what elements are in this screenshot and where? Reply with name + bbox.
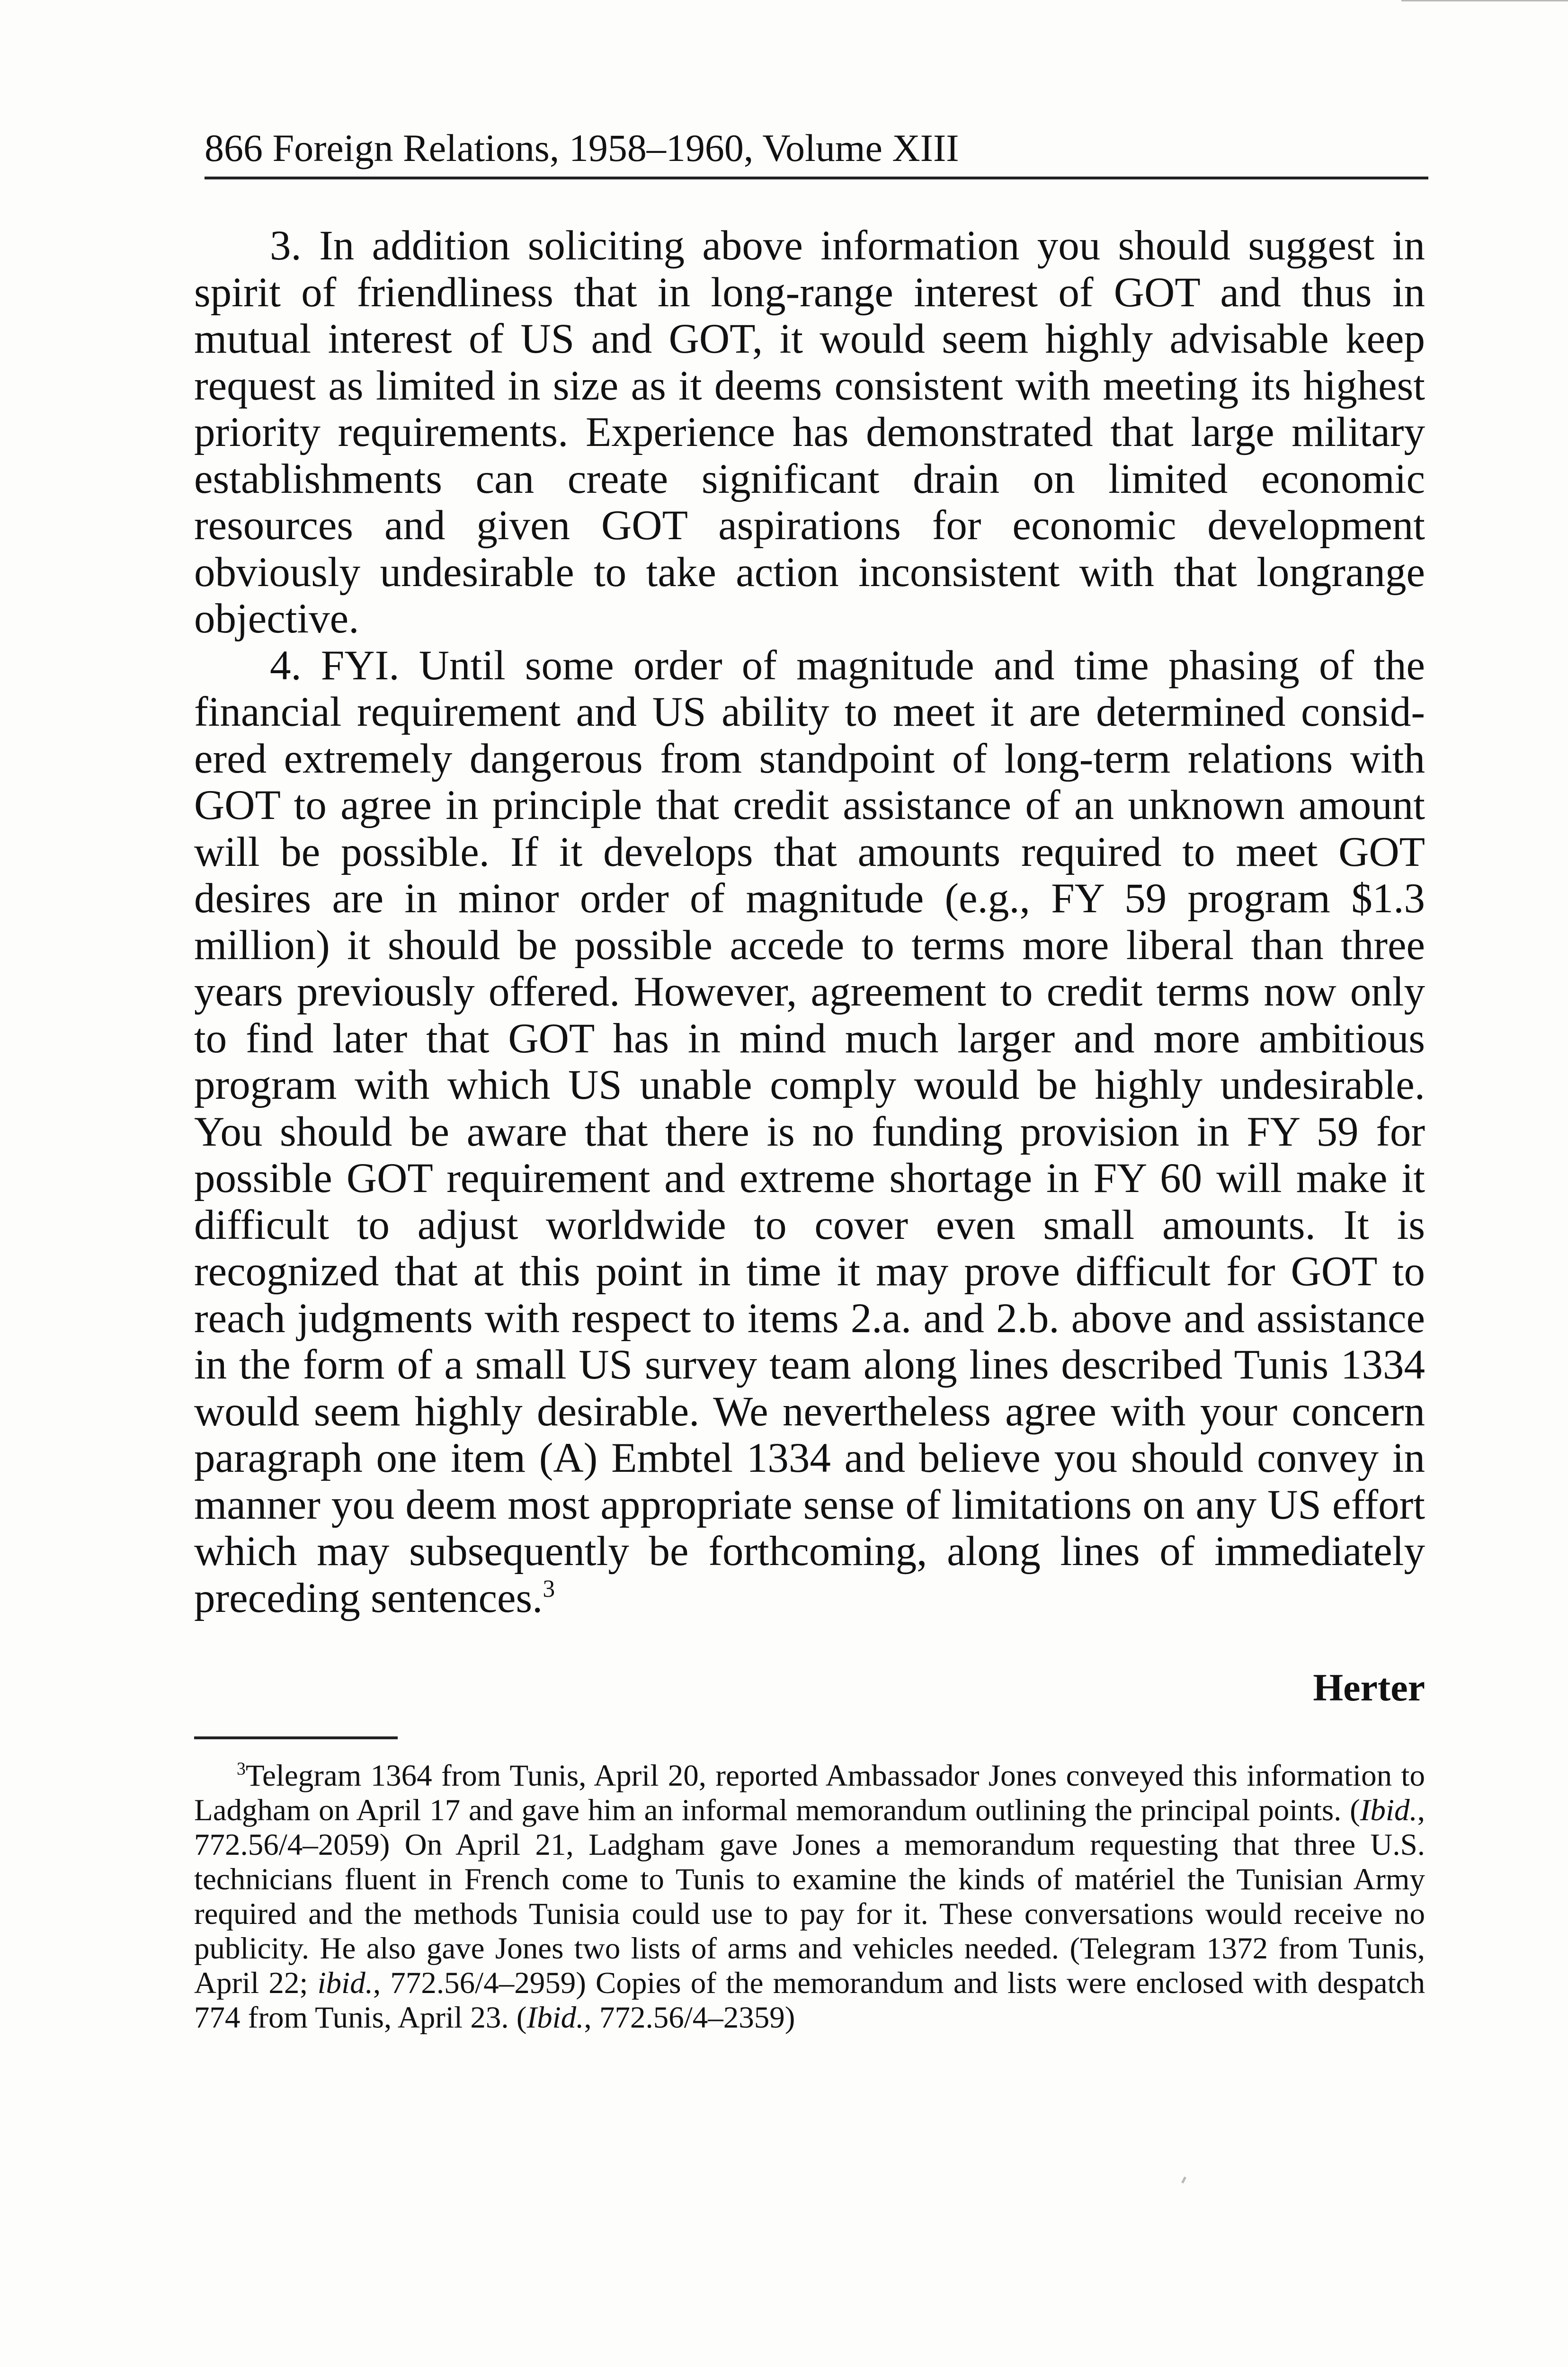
footnote-text-2: , 772.56/4–2059) On April 21, Ladgham gave Jones a memorandum requesting that three U.S. technicians fluent in French come to Tunis to examine the kinds of matériel the Tunisian Army required and the methods Tunisia could use to pay for it. These conversations would receive no publicity. He also gave Jones two lists of arms and vehicles needed. (Telegram 1372 from Tunis, April 22; (194, 1793, 1425, 2000)
footnote-ibid-3: Ibid. (526, 2001, 584, 2035)
paragraph-4-text: 4. FYI. Until some order of magnitude and time phasing of the financial requirement and US ability to meet it are determined considered extremely dangerous from standpoint of long-term relations with GOT to agree in principle that credit assistance of an unknown amount will be possible. If it develops that amounts required to meet GOT desires are in minor order of magnitude (e.g., FY 59 program $1.3 million) it should be possible accede to terms more liberal than three years previously offered. However, agreement to credit terms now only to find later that GOT has in mind much larger and more ambitious program with which US unable comply would be highly undesirable. You should be aware that there is no funding provision in FY 59 for possible GOT requirement and extreme shortage in FY 60 will make it difficult to adjust worldwide to cover even small amounts. It is recognized that at this point in time it may prove difficult for GOT to reach judgments with respect to items 2.a. and 2.b. above and assistance in the form of a small US survey team along lines described Tunis 1334 would seem highly desirable. We nevertheless agree with your concern paragraph one item (A) Embtel 1334 and believe you should convey in manner you deem most appropriate sense of limitations on any US effort which may subsequently be forthcoming, along lines of immediately preceding sentences. (194, 642, 1425, 1621)
running-header (205, 122, 1426, 174)
paragraph-3 (194, 222, 1425, 642)
footnote-reference: 3 (543, 1575, 555, 1602)
footnote-rule (194, 1736, 398, 1739)
scan-speck (1181, 2177, 1186, 2184)
header-rule (205, 177, 1428, 179)
footnote-ibid-2: ibid. (317, 1966, 373, 2000)
paragraph-4 (194, 642, 1425, 1622)
footnote-text-4: , 772.56/4–2359) (584, 2001, 795, 2035)
footnote (194, 1759, 1425, 2035)
paragraph-3-text: 3. In addition soliciting above information you should suggest in spirit of friendliness that in long-range interest of GOT and thus in mutual interest of US and GOT, it would seem highly advisable keep request as limited in size as it deems consistent with meeting its highest priority requirements. Experience has demonstrated that large military establishments can create significant drain on limited economic resources and given GOT aspirations for economic development obviously undesirable to take action inconsistent with that longrange objective. (194, 222, 1425, 642)
header-title: Foreign Relations, 1958–1960, Volume XIII (272, 126, 959, 169)
footnote-ibid-1: Ibid. (1360, 1793, 1417, 1827)
footnote-number: 3 (237, 1759, 246, 1779)
page-number: 866 (205, 126, 263, 169)
signature: Herter (1313, 1666, 1425, 1709)
footnote-text-3: , 772.56/4–2959) Copies of the memorandum and lists were enclosed with despatch 774 from Tunis, April 23. ( (194, 1966, 1425, 2035)
scan-edge-line (1401, 0, 1568, 1)
footnote-text-1: Telegram 1364 from Tunis, April 20, reported Ambassador Jones conveyed this information to Ladgham on April 17 and gave him an informal memorandum outlining the principal points. ( (194, 1759, 1425, 1827)
main-text (194, 222, 1425, 1621)
